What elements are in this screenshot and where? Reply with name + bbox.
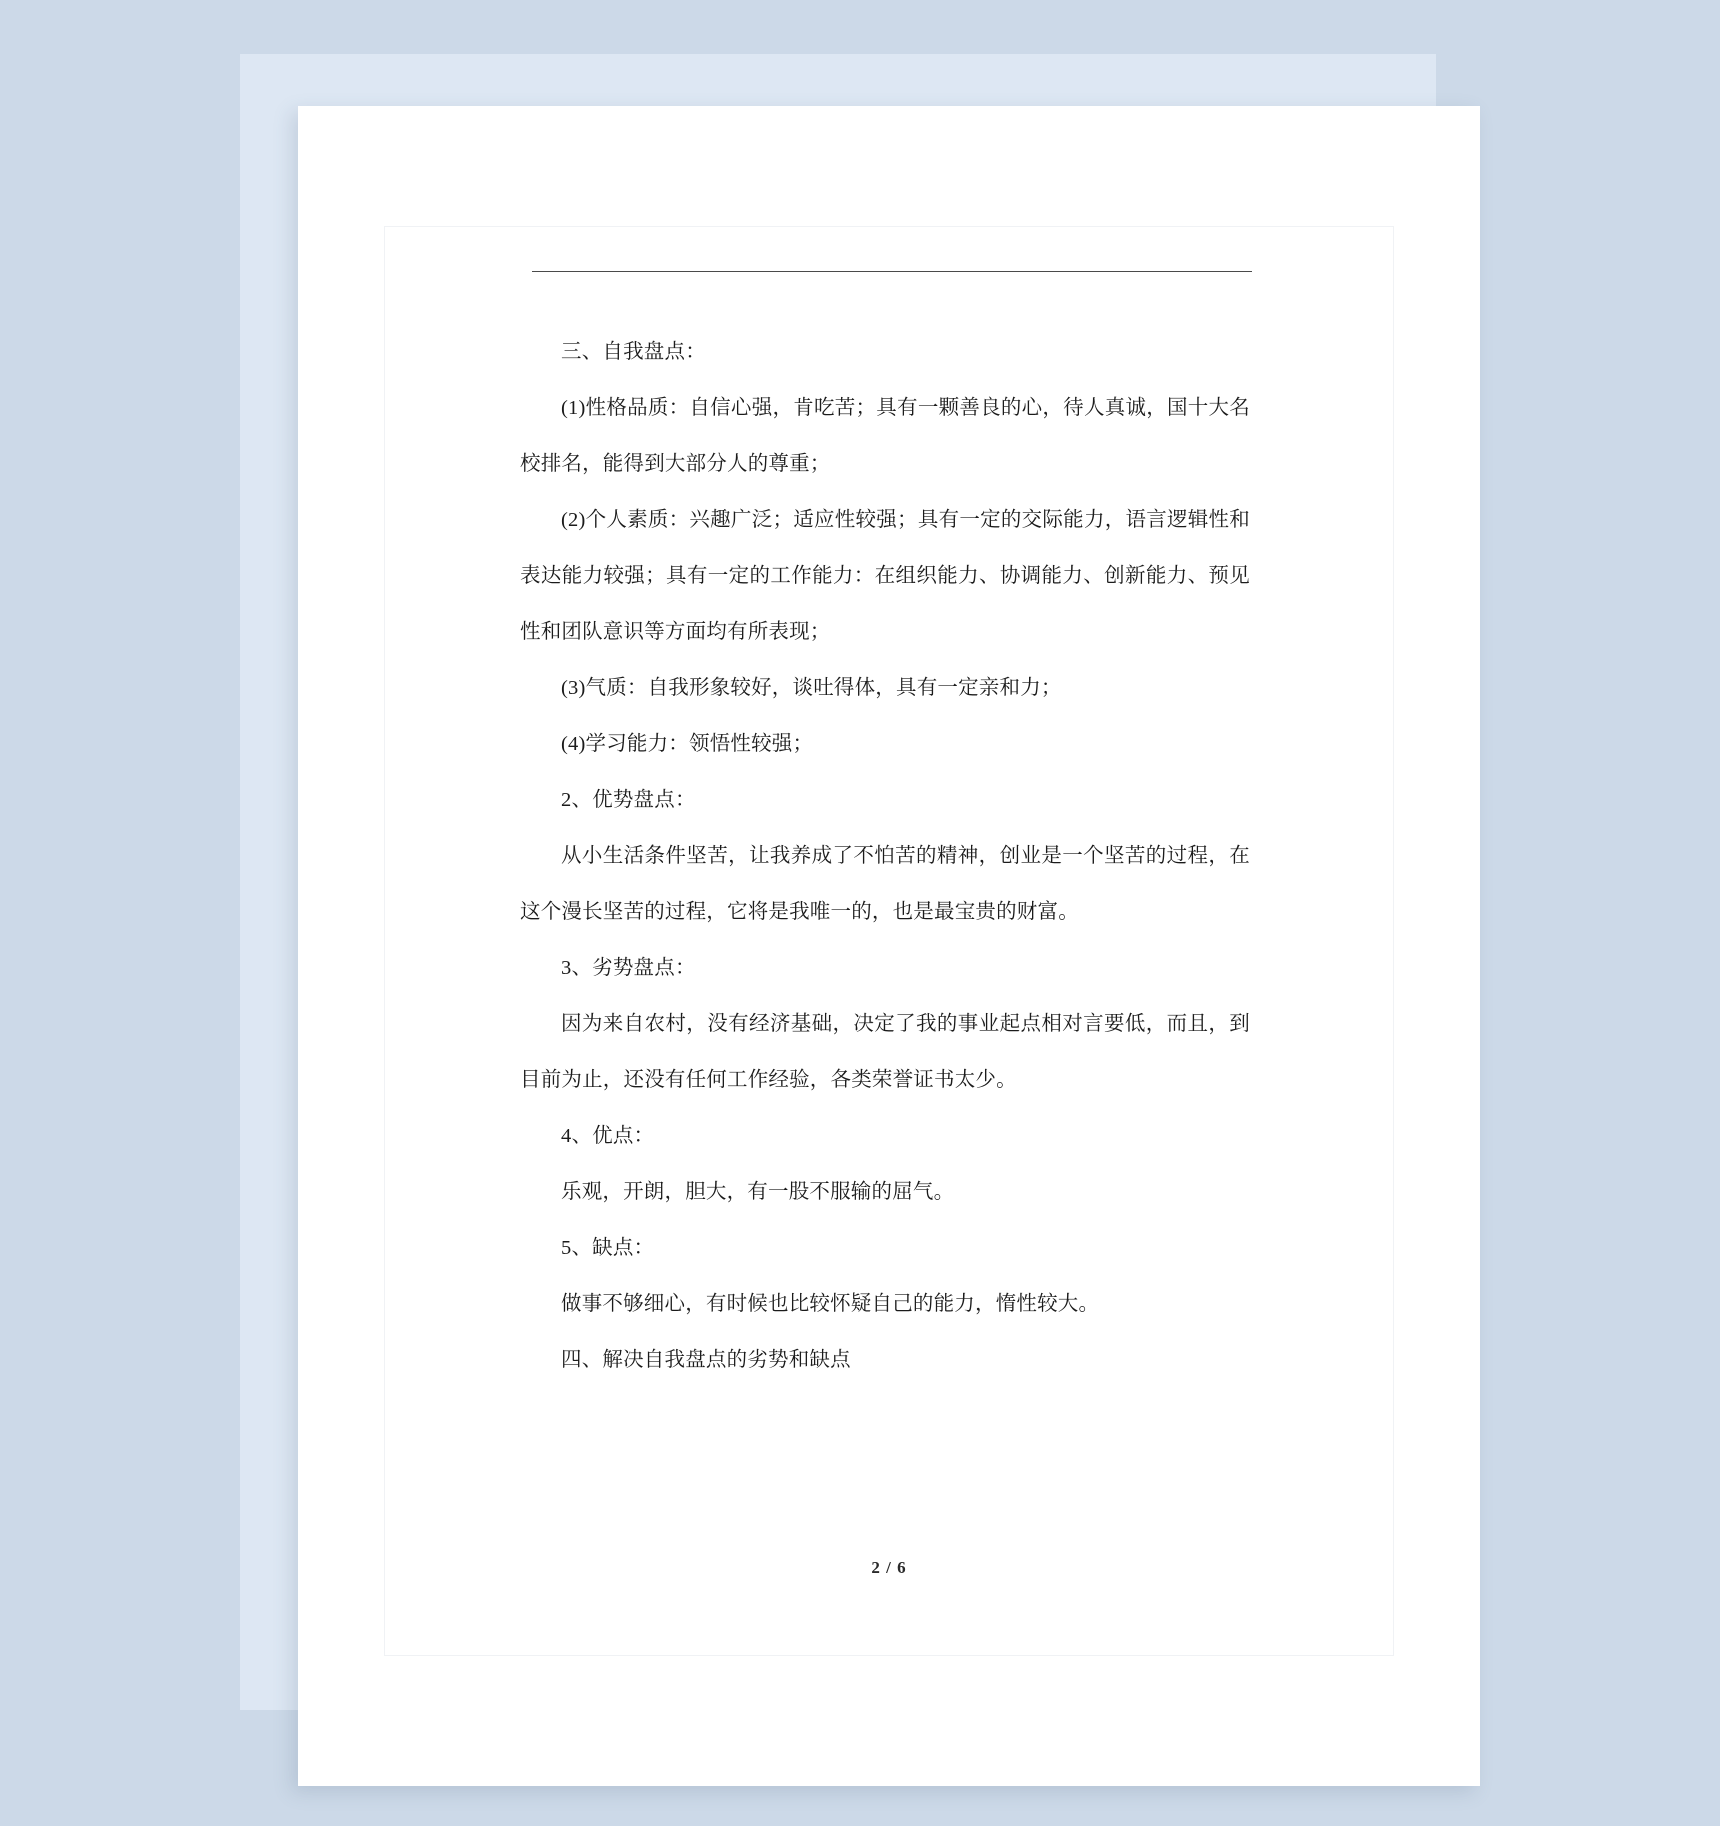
paragraph-item-3: (3)气质：自我形象较好，谈吐得体，具有一定亲和力；: [561, 677, 1062, 699]
paragraph-heading-3: 三、自我盘点：: [561, 341, 706, 363]
page-number: 2 / 6: [871, 1558, 907, 1577]
document-page: [298, 106, 1480, 1786]
paragraph-heading-advantages: 2、优势盘点：: [561, 789, 696, 811]
paragraph-item-2: (2)个人素质：兴趣广泛；适应性较强；具有一定的交际能力，语言逻辑性和表达能力较强；具有一定的工作能力：在组织能力、协调能力、创新能力、预见性和团队意识等方面均有所表现；: [520, 509, 1250, 643]
paragraph-weaknesses-body: 做事不够细心，有时候也比较怀疑自己的能力，惰性较大。: [561, 1293, 1100, 1315]
paragraph-disadvantages-body: 因为来自农村，没有经济基础，决定了我的事业起点相对言要低，而且，到目前为止，还没有任何工作经验，各类荣誉证书太少。: [520, 1013, 1250, 1091]
paragraph-strengths-body: 乐观，开朗，胆大，有一股不服输的屈气。: [561, 1181, 955, 1203]
paragraph-heading-4: 四、解决自我盘点的劣势和缺点: [561, 1349, 851, 1371]
paragraph-heading-weaknesses: 5、缺点：: [561, 1237, 655, 1259]
document-body: [520, 324, 1250, 1388]
paragraph-heading-disadvantages: 3、劣势盘点：: [561, 957, 696, 979]
paragraph-heading-strengths: 4、优点：: [561, 1125, 655, 1147]
paragraph-advantages-body: 从小生活条件坚苦，让我养成了不怕苦的精神，创业是一个坚苦的过程，在这个漫长坚苦的过程，它将是我唯一的，也是最宝贵的财富。: [520, 845, 1250, 923]
header-divider-rule: [532, 271, 1252, 272]
paragraph-item-4: (4)学习能力：领悟性较强；: [561, 733, 814, 755]
paragraph-item-1: (1)性格品质：自信心强，肯吃苦；具有一颗善良的心，待人真诚，国十大名校排名，能得到大部分人的尊重；: [520, 397, 1250, 475]
